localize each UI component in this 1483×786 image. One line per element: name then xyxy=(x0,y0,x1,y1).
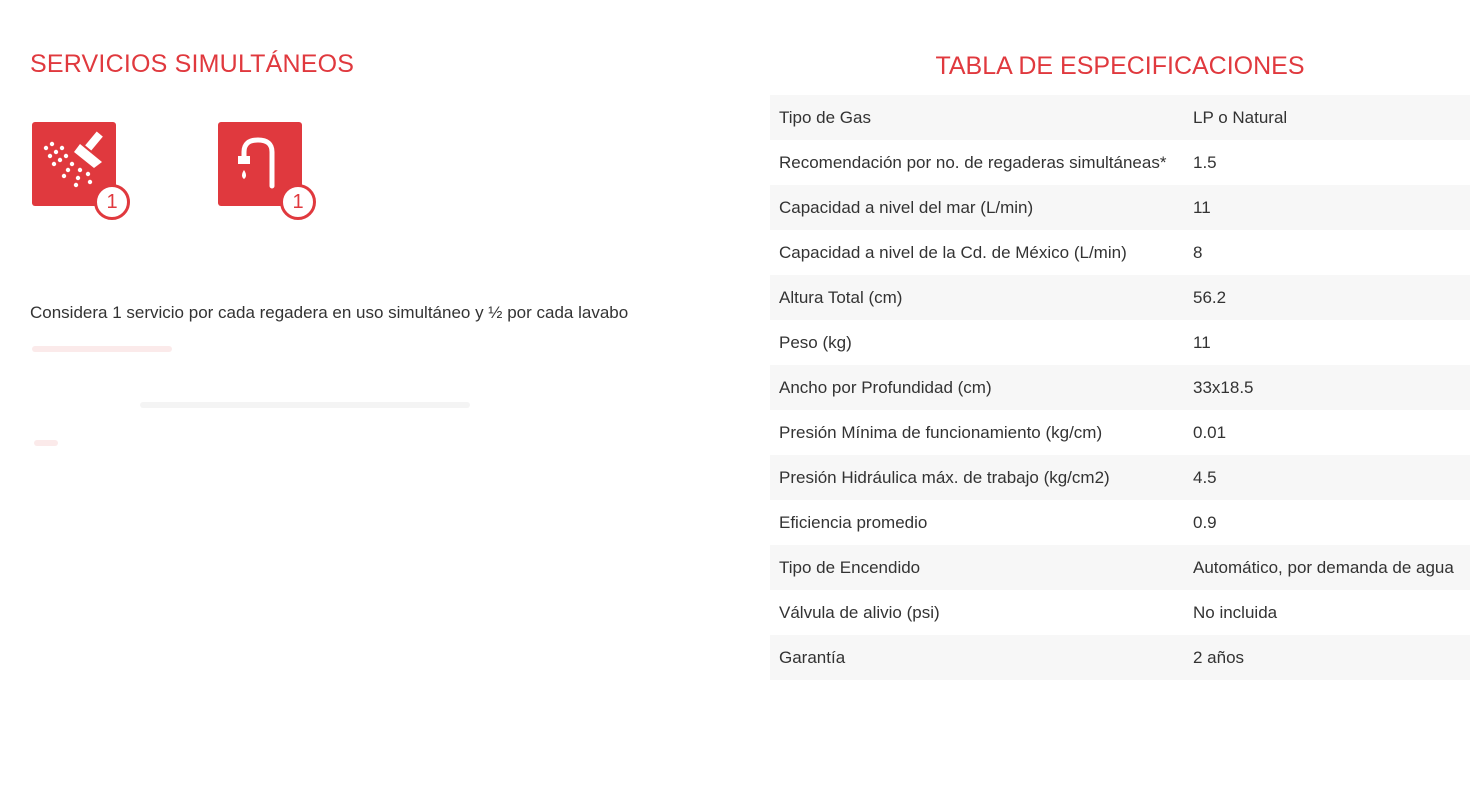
spec-label: Eficiencia promedio xyxy=(779,513,928,532)
spec-value: 0.9 xyxy=(1193,513,1217,532)
spec-value: 4.5 xyxy=(1193,468,1217,487)
spec-label: Presión Mínima de funcionamiento (kg/cm) xyxy=(779,423,1103,442)
services-title: SERVICIOS SIMULTÁNEOS xyxy=(30,50,355,78)
faded-divider xyxy=(32,346,172,352)
table-row xyxy=(770,140,1470,185)
service-icons xyxy=(30,79,730,213)
spec-label: Recomendación por no. de regaderas simultáneas* xyxy=(779,153,1167,172)
shower-count-badge: 1 xyxy=(94,184,130,220)
spec-label: Tipo de Gas xyxy=(779,108,871,127)
specs-section xyxy=(770,52,1470,680)
spec-label: Válvula de alivio (psi) xyxy=(779,603,940,622)
spec-label: Presión Hidráulica máx. de trabajo (kg/cm2) xyxy=(779,468,1110,487)
table-row xyxy=(770,275,1470,320)
spec-label: Tipo de Encendido xyxy=(779,558,921,577)
spec-value: 11 xyxy=(1193,333,1211,352)
spec-label: Capacidad a nivel del mar (L/min) xyxy=(779,198,1034,217)
spec-value: Automático, por demanda de agua xyxy=(1193,558,1454,577)
spec-value: 11 xyxy=(1193,198,1211,217)
spec-value: 1.5 xyxy=(1193,153,1217,172)
services-section xyxy=(30,50,730,322)
table-row xyxy=(770,545,1470,590)
faucet-count-badge: 1 xyxy=(280,184,316,220)
spec-value: 33x18.5 xyxy=(1193,378,1254,397)
spec-label: Ancho por Profundidad (cm) xyxy=(779,378,992,397)
table-row xyxy=(770,320,1470,365)
spec-label: Peso (kg) xyxy=(779,333,852,352)
table-row xyxy=(770,455,1470,500)
table-row xyxy=(770,365,1470,410)
spec-value: LP o Natural xyxy=(1193,108,1288,127)
table-row xyxy=(770,95,1470,140)
faucet-service-tile xyxy=(218,122,304,213)
faded-divider xyxy=(34,440,58,446)
spec-label: Garantía xyxy=(779,648,846,667)
table-row xyxy=(770,410,1470,455)
spec-value: No incluida xyxy=(1193,603,1278,622)
shower-service-tile xyxy=(32,122,118,213)
table-row xyxy=(770,590,1470,635)
spec-value: 56.2 xyxy=(1193,288,1227,307)
spec-value: 2 años xyxy=(1193,648,1245,667)
table-row xyxy=(770,500,1470,545)
spec-label: Altura Total (cm) xyxy=(779,288,903,307)
spec-value: 0.01 xyxy=(1193,423,1227,442)
spec-label: Capacidad a nivel de la Cd. de México (L/min) xyxy=(779,243,1127,262)
table-row xyxy=(770,635,1470,680)
table-row xyxy=(770,185,1470,230)
specs-title: TABLA DE ESPECIFICACIONES xyxy=(935,52,1305,80)
faded-divider xyxy=(140,402,470,408)
table-row xyxy=(770,230,1470,275)
services-note: Considera 1 servicio por cada regadera en uso simultáneo y ½ por cada lavabo xyxy=(30,303,629,322)
specs-table xyxy=(770,95,1470,680)
spec-value: 8 xyxy=(1193,243,1203,262)
